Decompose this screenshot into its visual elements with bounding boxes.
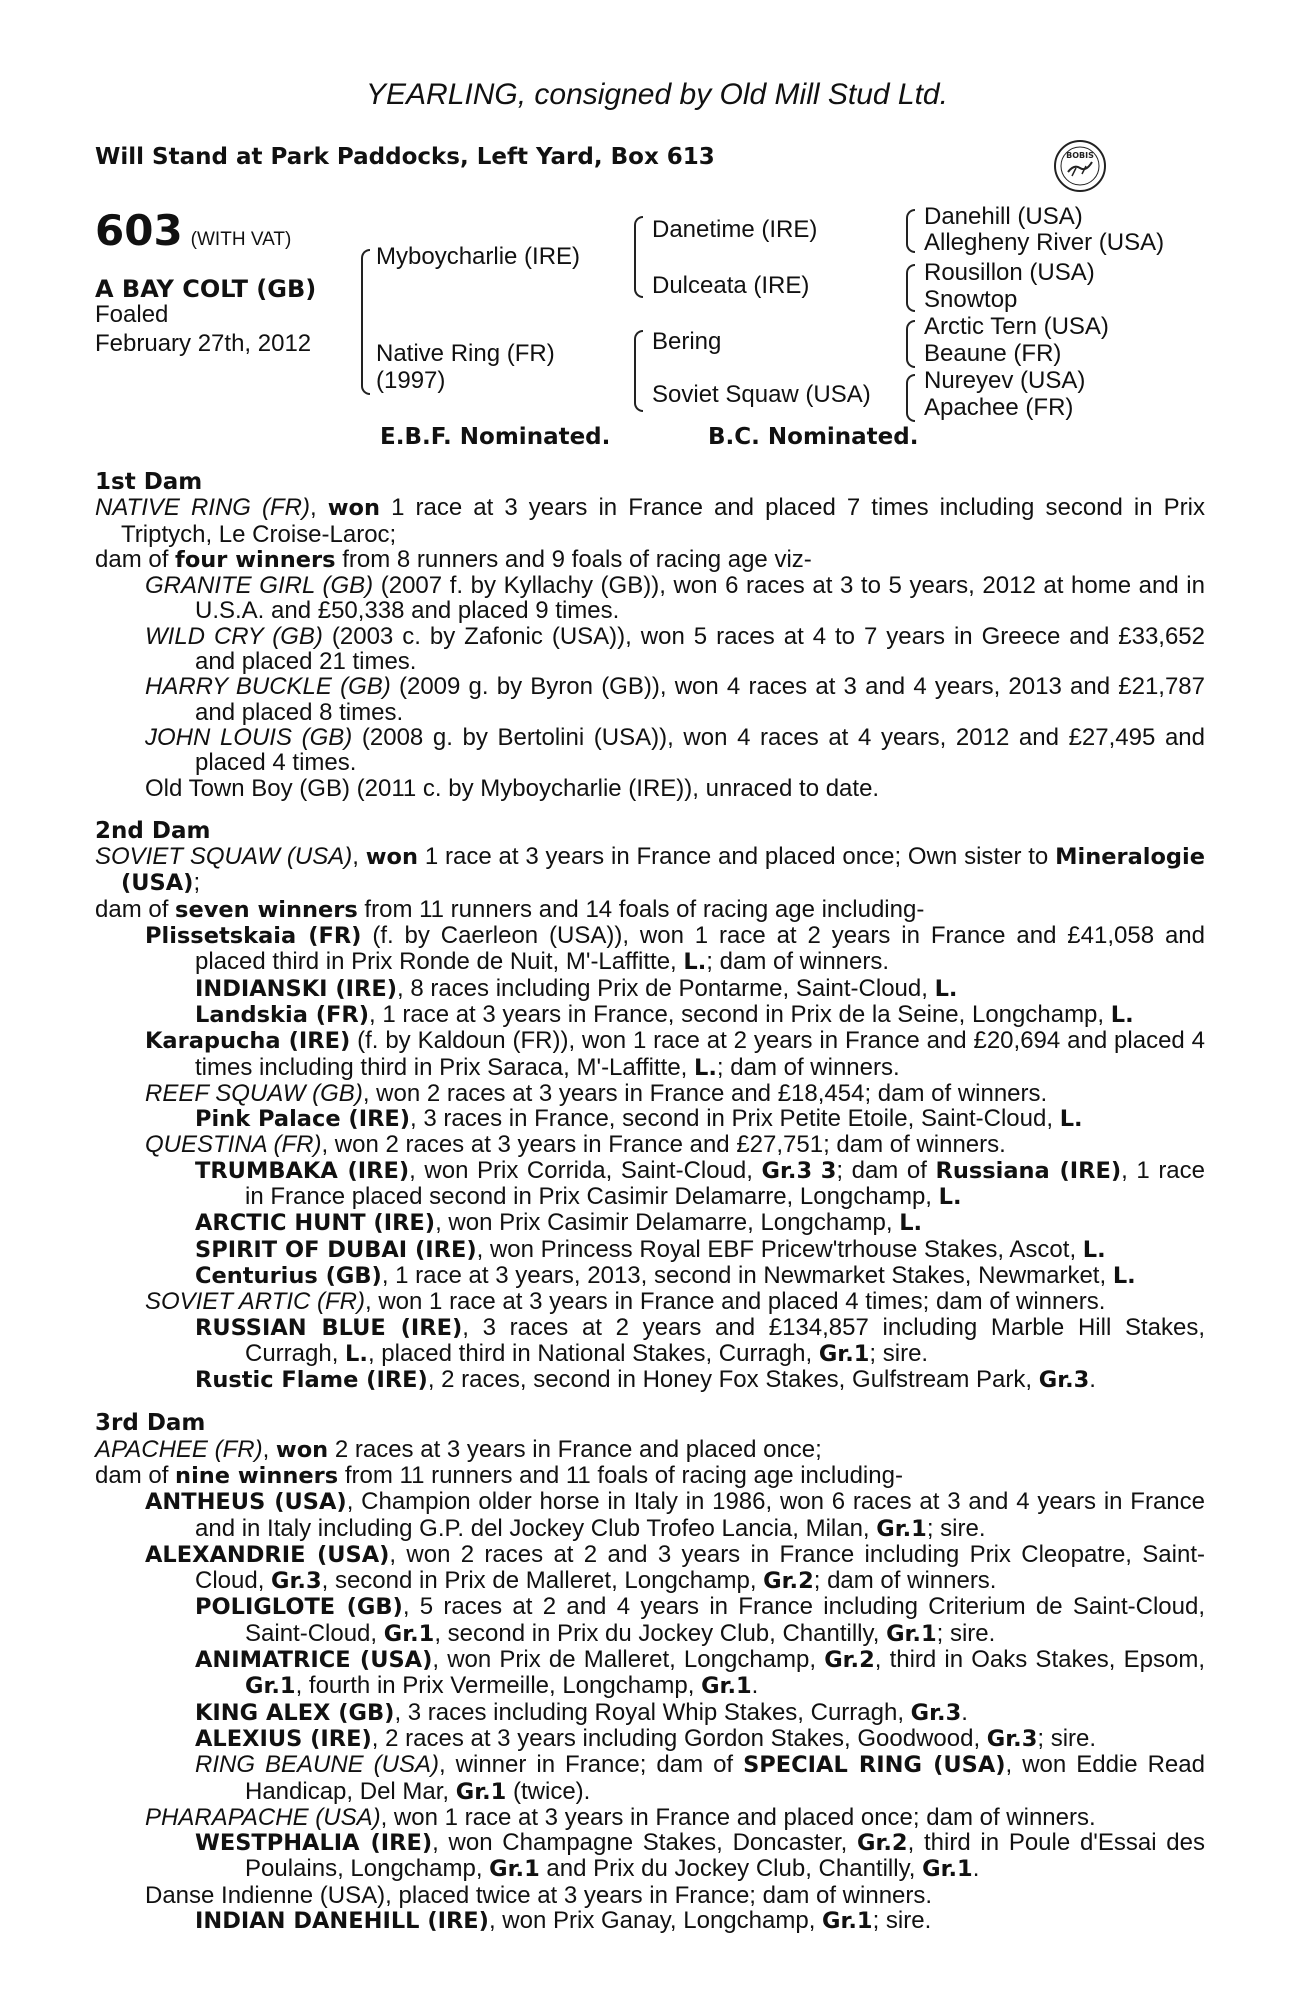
text-run: , second in Prix de Malleret, Longchamp, <box>321 1567 764 1595</box>
text-run: , Champion older horse in Italy in 1986, won 6 races at 3 and 4 years in France and in Italy including G.P. del Jockey Club Trofeo Lancia, Milan, <box>195 1488 1205 1542</box>
bold-text: Gr.2 <box>824 1647 875 1674</box>
bold-text: Mineralogie (USA) <box>121 844 1206 897</box>
pedigree-brace-g2 <box>906 264 915 312</box>
produce-entry <box>95 674 1205 725</box>
text-run: , won Princess Royal EBF Pricew'trhouse Stakes, Ascot, <box>476 1235 1083 1263</box>
text-run: , fourth in Prix Vermeille, Longchamp, <box>295 1672 702 1700</box>
text-run: from 11 runners and 11 foals of racing age including- <box>338 1461 903 1489</box>
produce-record <box>95 470 1205 1934</box>
text-run: , <box>352 843 366 871</box>
pedigree-g5: Arctic Tern (USA) <box>924 313 1109 340</box>
text-run: , placed third in National Stakes, Curragh, <box>367 1339 819 1367</box>
text-run: ; sire. <box>869 1339 929 1367</box>
produce-entry <box>95 1289 1205 1314</box>
bold-text: ALEXIUS (IRE) <box>195 1725 372 1752</box>
text-run: , 3 races including Royal Whip Stakes, Curragh, <box>394 1698 911 1726</box>
bold-text: Gr.1 <box>701 1673 752 1700</box>
text-run: dam of <box>95 545 176 573</box>
bold-text: Russiana (IRE) <box>935 1157 1122 1184</box>
text-run: . <box>751 1672 759 1700</box>
section-heading: 1st Dam <box>95 469 203 495</box>
produce-entry <box>95 844 1205 897</box>
bold-text: SPIRIT OF DUBAI (IRE) <box>195 1236 477 1263</box>
bold-text: L. <box>1059 1106 1083 1133</box>
bold-text: Landskia (FR) <box>195 1001 369 1028</box>
bold-text: won <box>365 844 418 871</box>
pedigree-dam-year: (1997) <box>376 367 446 394</box>
stand-location: Will Stand at Park Paddocks, Left Yard, Box 613 <box>95 144 715 170</box>
text-run: , 1 race at 3 years, 2013, second in Newmarket Stakes, Newmarket, <box>381 1261 1113 1289</box>
produce-entry <box>95 1210 1205 1236</box>
bold-text: ANTHEUS (USA) <box>145 1489 347 1516</box>
bold-text: Gr.1 <box>886 1620 937 1647</box>
produce-entry <box>95 1726 1205 1752</box>
text-run: dam of <box>95 895 176 923</box>
section-heading: 2nd Dam <box>95 817 211 844</box>
bold-text: L. <box>345 1340 368 1367</box>
produce-entry <box>95 776 1205 801</box>
text-run: , 3 races in France, second in Prix Petite Etoile, Saint-Cloud, <box>410 1105 1060 1133</box>
bold-text: SPECIAL RING (USA) <box>743 1752 1006 1779</box>
bold-text: L. <box>1112 1262 1136 1289</box>
text-run: , won 1 race at 3 years in France and placed once; dam of winners. <box>380 1803 1096 1831</box>
pedigree-g1: Danehill (USA) <box>924 203 1083 230</box>
produce-entry <box>95 923 1205 976</box>
text-run: 2 races at 3 years in France and placed once; <box>328 1435 822 1463</box>
bold-text: Gr.1 <box>822 1908 873 1935</box>
text-run: , won Prix Casimir Delamarre, Longchamp, <box>435 1209 900 1237</box>
foaled-label: Foaled <box>95 301 169 328</box>
italic-text: SOVIET SQUAW (USA) <box>95 843 353 871</box>
italic-text: QUESTINA (FR) <box>145 1131 322 1159</box>
text-run: (2009 g. by Byron (GB)), won 4 races at 3 and 4 years, 2013 and £21,787 and placed 8 times. <box>195 673 1206 726</box>
text-run: , <box>262 1435 276 1463</box>
produce-entry <box>95 495 1205 547</box>
bold-text: Gr.1 <box>383 1620 435 1647</box>
text-run: ; sire. <box>1037 1724 1097 1752</box>
text-run: , won Prix Corrida, Saint-Cloud, <box>409 1156 762 1184</box>
produce-entry <box>95 1315 1205 1368</box>
lot-description: A BAY COLT (GB) <box>95 275 317 303</box>
bold-text: four winners <box>175 546 336 573</box>
lot-number: 603 <box>95 206 183 255</box>
bold-text: seven winners <box>175 896 358 923</box>
produce-entry <box>95 1106 1205 1132</box>
bold-text: WESTPHALIA (IRE) <box>195 1830 433 1857</box>
italic-text: SOVIET ARTIC (FR) <box>145 1288 366 1316</box>
bold-text: L. <box>694 1054 717 1081</box>
text-run: , second in Prix du Jockey Club, Chantilly, <box>434 1619 887 1647</box>
text-run: 1 race at 3 years in France and placed 7 times including second in Prix Triptych, Le Croise-Laroc; <box>121 494 1205 548</box>
text-run: and Prix du Jockey Club, Chantilly, <box>539 1855 923 1883</box>
bold-text: Gr.3 <box>986 1725 1038 1752</box>
bold-text: ALEXANDRIE (USA) <box>145 1541 390 1568</box>
produce-entry <box>95 1463 1205 1489</box>
produce-entry <box>95 1908 1205 1934</box>
italic-text: REEF SQUAW (GB) <box>145 1079 363 1107</box>
pedigree-dam-dam: Soviet Squaw (USA) <box>652 381 871 408</box>
bold-text: Gr.2 <box>857 1830 908 1857</box>
bold-text: L. <box>683 949 707 976</box>
bold-text: L. <box>1110 1001 1134 1028</box>
produce-entry <box>95 1437 1205 1463</box>
bold-text: won <box>275 1436 329 1463</box>
text-run: (2007 f. by Kyllachy (GB)), won 6 races at 3 to 5 years, 2012 at home and in U.S.A. and £50,338 and placed 9 times. <box>195 572 1205 625</box>
text-run: , third in Oaks Stakes, Epsom, <box>874 1646 1205 1674</box>
bold-text: Gr.1 <box>245 1673 296 1700</box>
italic-text: RING BEAUNE (USA) <box>195 1751 440 1779</box>
text-run: , won Champagne Stakes, Doncaster, <box>432 1829 858 1857</box>
vat-note: (WITH VAT) <box>190 229 292 250</box>
bold-text: Gr.3 <box>271 1568 322 1595</box>
text-run: , 2 races, second in Honey Fox Stakes, Gulfstream Park, <box>427 1366 1039 1394</box>
produce-entry <box>95 1830 1205 1883</box>
text-run: , 1 race in France placed second in Prix Casimir Delamarre, Longchamp, <box>245 1156 1206 1211</box>
produce-entry <box>95 1367 1205 1393</box>
bold-text: RUSSIAN BLUE (IRE) <box>195 1314 463 1341</box>
text-run: ; sire. <box>926 1514 986 1542</box>
text-run: from 8 runners and 9 foals of racing age viz- <box>335 545 812 573</box>
text-run: , 1 race at 3 years in France, second in Prix de la Seine, Longchamp, <box>369 1000 1111 1028</box>
produce-entry <box>95 1647 1205 1700</box>
page-title: YEARLING, consigned by Old Mill Stud Ltd. <box>366 78 948 111</box>
text-run: ; dam of winners. <box>813 1567 997 1595</box>
text-run: , winner in France; dam of <box>439 1751 744 1779</box>
text-run: (2003 c. by Zafonic (USA)), won 5 races at 4 to 7 years in Greece and £33,652 and placed 21 times. <box>195 622 1206 676</box>
text-run: Old Town Boy (GB) (2011 c. by Myboycharlie (IRE)), unraced to date. <box>145 774 880 802</box>
text-run: ; <box>193 869 201 897</box>
produce-entry <box>95 1489 1205 1542</box>
section-gap <box>95 1393 1205 1411</box>
bold-text: ANIMATRICE (USA) <box>195 1647 433 1674</box>
produce-entry <box>95 1081 1205 1106</box>
produce-entry <box>95 1542 1205 1595</box>
text-run: , 5 races at 2 and 4 years in France including Criterium de Saint-Cloud, Saint-Cloud, <box>245 1593 1205 1647</box>
text-run: (f. by Kaldoun (FR)), won 1 race at 2 years in France and £20,694 and placed 4 times including third in Prix Saraca, M'-Laffitte, <box>195 1027 1205 1081</box>
text-run: , 3 races at 2 years and £134,857 including Marble Hill Stakes, Curragh, <box>245 1313 1205 1367</box>
bobis-seal-icon <box>1052 138 1108 194</box>
bold-text: Gr.1 <box>876 1515 927 1542</box>
text-run: from 11 runners and 14 foals of racing age including- <box>357 895 925 923</box>
bold-text: POLIGLOTE (GB) <box>195 1594 403 1621</box>
produce-entry <box>95 1237 1205 1263</box>
produce-entry <box>95 1700 1205 1726</box>
bold-text: ARCTIC HUNT (IRE) <box>195 1210 436 1237</box>
pedigree-dam: Native Ring (FR) <box>376 340 555 367</box>
produce-entry <box>95 725 1205 776</box>
text-run: . <box>961 1698 968 1726</box>
text-run: , won 2 races at 2 and 3 years in France including Prix Cleopatre, Saint-Cloud, <box>195 1540 1205 1595</box>
text-run: (twice). <box>506 1777 591 1805</box>
produce-entry <box>95 547 1205 573</box>
text-run: ; sire. <box>872 1907 932 1935</box>
bc-nominated: B.C. Nominated. <box>708 424 919 450</box>
text-run: , 2 races at 3 years including Gordon Stakes, Goodwood, <box>371 1724 987 1752</box>
pedigree-g7: Nureyev (USA) <box>924 367 1086 394</box>
italic-text: NATIVE RING (FR) <box>95 494 311 522</box>
pedigree-sire-dam: Dulceata (IRE) <box>652 272 810 299</box>
bold-text: Centurius (GB) <box>195 1262 382 1289</box>
bold-text: L. <box>899 1210 923 1237</box>
text-run: , won Eddie Read Handicap, Del Mar, <box>245 1751 1205 1805</box>
bold-text: Gr.1 <box>489 1856 540 1883</box>
produce-entry <box>95 1158 1205 1211</box>
italic-text: GRANITE GIRL (GB) <box>145 572 374 600</box>
produce-entry <box>95 573 1205 624</box>
text-run: ; dam of <box>836 1156 936 1184</box>
pedigree-g2: Allegheny River (USA) <box>924 229 1165 256</box>
produce-entry <box>95 1752 1205 1805</box>
produce-entry <box>95 976 1205 1002</box>
bold-text: L. <box>1082 1236 1106 1263</box>
produce-entry <box>95 1132 1205 1157</box>
text-run: 1 race at 3 years in France and placed once; Own sister to <box>418 843 1056 871</box>
bold-text: L. <box>938 1184 962 1211</box>
text-run: , won 2 races at 3 years in France and £18,454; dam of winners. <box>362 1079 1048 1107</box>
pedigree-brace-gen1 <box>361 249 370 395</box>
bold-text: Rustic Flame (IRE) <box>195 1367 428 1394</box>
bold-text: Gr.3 <box>1038 1367 1090 1394</box>
bold-text: INDIAN DANEHILL (IRE) <box>195 1908 489 1935</box>
bold-text: 3 <box>820 1157 837 1184</box>
pedigree-g3: Rousillon (USA) <box>924 259 1095 286</box>
text-run: . <box>1089 1366 1096 1394</box>
bold-text: Gr.1 <box>922 1856 973 1883</box>
bold-text: Gr.1 <box>818 1340 870 1367</box>
pedigree-brace-g3 <box>906 320 915 368</box>
bold-text: INDIANSKI (IRE) <box>195 975 397 1002</box>
produce-entry <box>95 1263 1205 1289</box>
produce-entry <box>95 1028 1205 1081</box>
bold-text: nine winners <box>175 1462 339 1489</box>
lot-number-row <box>95 206 291 255</box>
bold-text: Pink Palace (IRE) <box>195 1106 411 1133</box>
pedigree-brace-dam <box>634 330 643 412</box>
text-run: (f. by Caerleon (USA)), won 1 race at 2 years in France and £41,058 and placed third in Prix Ronde de Nuit, M'-Laffitte, <box>195 922 1205 976</box>
produce-entry <box>95 1883 1205 1908</box>
pedigree-brace-g1 <box>906 209 915 253</box>
text-run: Danse Indienne (USA), placed twice at 3 years in France; dam of winners. <box>145 1881 933 1909</box>
italic-text: APACHEE (FR) <box>95 1435 263 1463</box>
text-run: ; dam of winners. <box>706 948 890 976</box>
text-run: , won Prix Ganay, Longchamp, <box>488 1907 823 1935</box>
text-run: ; dam of winners. <box>716 1053 900 1081</box>
text-run: , won Prix de Malleret, Longchamp, <box>432 1646 825 1674</box>
bold-text: won <box>327 495 381 522</box>
text-run: , third in Poule d'Essai des Poulains, Longchamp, <box>245 1829 1205 1883</box>
pedigree-sire-sire: Danetime (IRE) <box>652 216 818 243</box>
section-gap <box>95 801 1205 819</box>
pedigree-brace-g4 <box>906 374 915 422</box>
text-run: , 8 races including Prix de Pontarme, Saint-Cloud, <box>396 974 935 1002</box>
text-run: ; sire. <box>936 1619 996 1647</box>
produce-entry <box>95 1805 1205 1830</box>
italic-text: HARRY BUCKLE (GB) <box>145 673 391 701</box>
pedigree-g4: Snowtop <box>924 286 1018 313</box>
bold-text: L. <box>934 975 958 1002</box>
bold-text: TRUMBAKA (IRE) <box>195 1157 410 1184</box>
bold-text: Gr.2 <box>763 1568 814 1595</box>
pedigree-sire: Myboycharlie (IRE) <box>376 243 581 270</box>
text-run: , won 1 race at 3 years in France and placed 4 times; dam of winners. <box>365 1288 1106 1316</box>
pedigree-g8: Apachee (FR) <box>924 394 1074 421</box>
produce-entry <box>95 1002 1205 1028</box>
text-run: (2008 g. by Bertolini (USA)), won 4 races at 4 years, 2012 and £27,495 and placed 4 times. <box>195 723 1205 777</box>
produce-entry <box>95 1594 1205 1647</box>
text-run <box>812 1157 821 1184</box>
text-run: , won 2 races at 3 years in France and £27,751; dam of winners. <box>321 1131 1006 1159</box>
bold-text: Karapucha (IRE) <box>145 1028 351 1055</box>
produce-entry <box>95 897 1205 923</box>
pedigree-brace-sire <box>634 216 643 298</box>
bold-text: KING ALEX (GB) <box>195 1699 395 1726</box>
produce-entry <box>95 624 1205 675</box>
ebf-nominated: E.B.F. Nominated. <box>380 424 611 450</box>
italic-text: WILD CRY (GB) <box>145 622 323 650</box>
text-run: , <box>310 494 328 522</box>
bold-text: Gr.1 <box>455 1778 507 1805</box>
pedigree-dam-sire: Bering <box>652 328 722 355</box>
bold-text: Gr.3 <box>910 1699 962 1726</box>
section-heading: 3rd Dam <box>95 1410 206 1437</box>
italic-text: PHARAPACHE (USA) <box>145 1803 381 1831</box>
text-run: . <box>972 1855 980 1883</box>
foaled-date: February 27th, 2012 <box>95 330 312 357</box>
bold-text: Plissetskaia (FR) <box>145 923 362 950</box>
pedigree-g6: Beaune (FR) <box>924 340 1062 367</box>
italic-text: JOHN LOUIS (GB) <box>145 723 353 751</box>
text-run: dam of <box>95 1461 176 1489</box>
svg-text:BOBIS: BOBIS <box>1066 151 1094 160</box>
bold-text: Gr.3 <box>761 1157 813 1184</box>
